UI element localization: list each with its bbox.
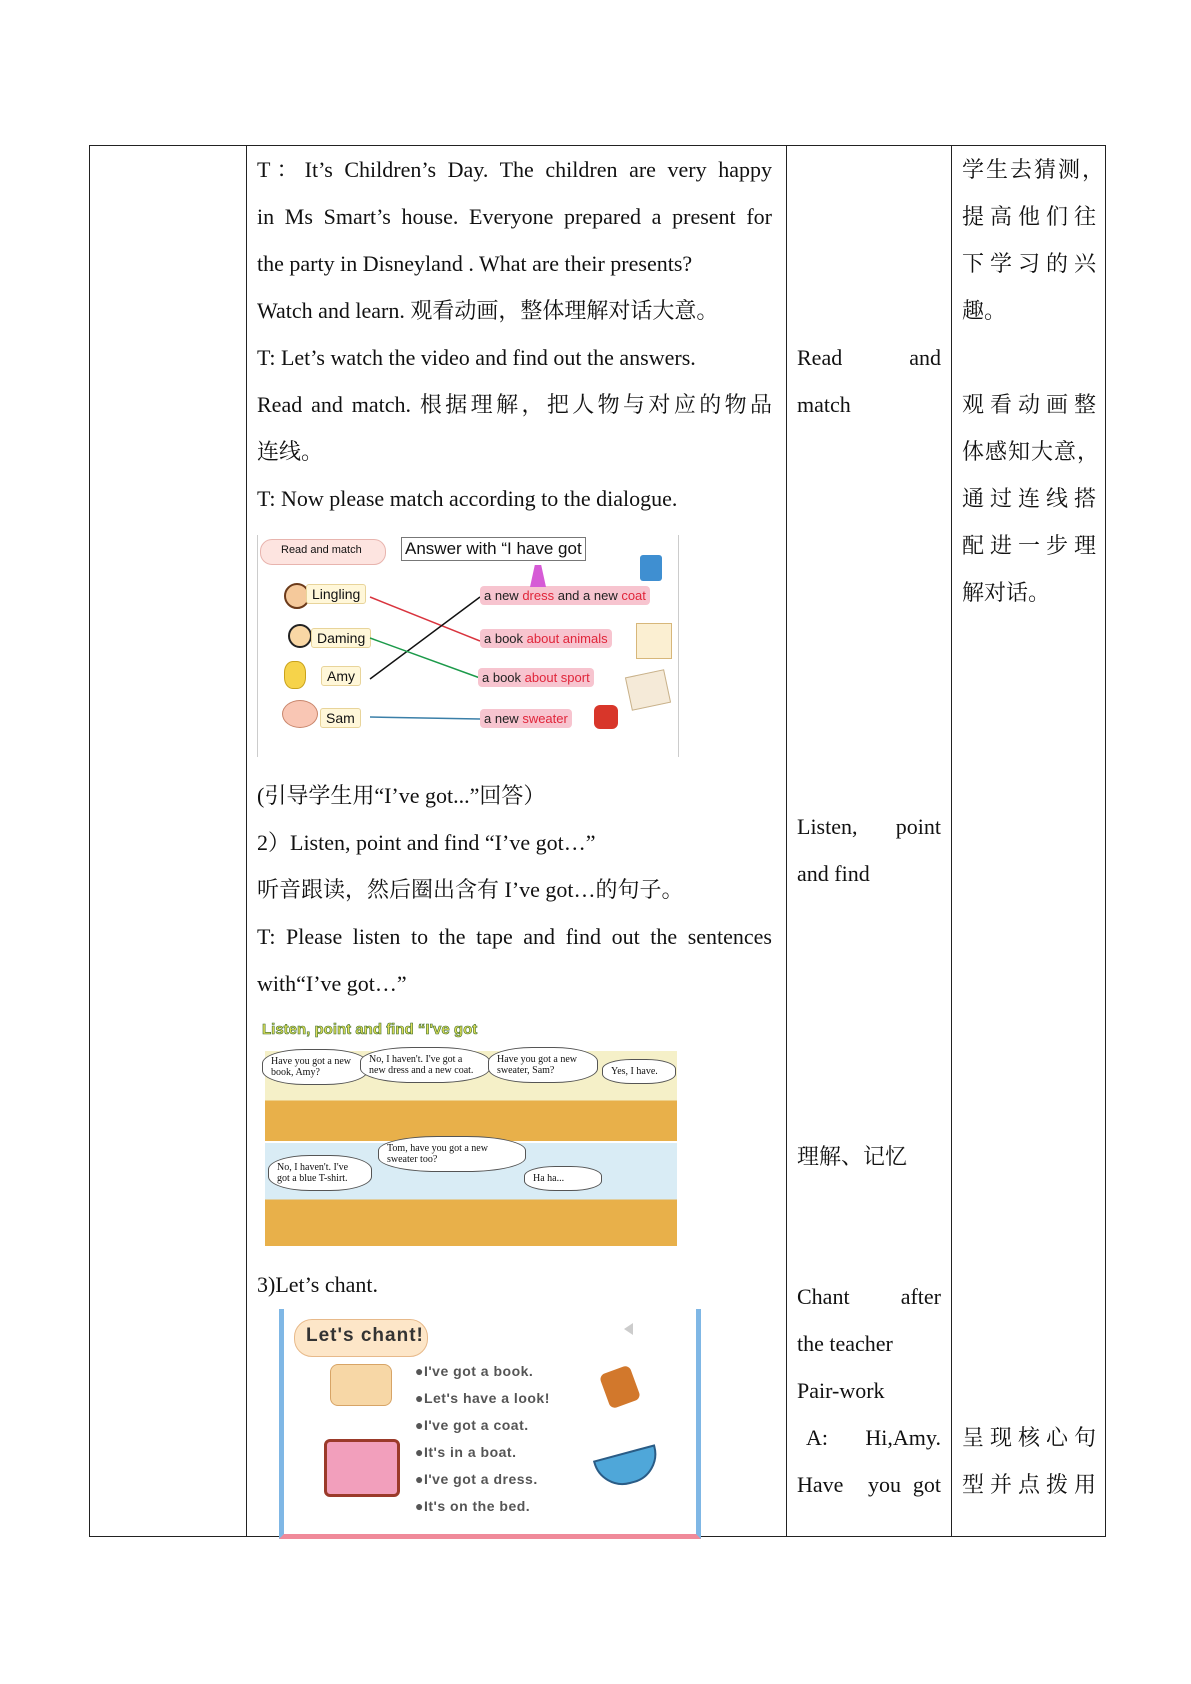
purpose-text: 趣。	[962, 298, 1007, 323]
match-header-right: Answer with “I have got	[401, 537, 586, 561]
chant-line: ●I've got a coat.	[415, 1417, 529, 1433]
item-sweater: a new sweater	[480, 709, 572, 728]
stage-column	[90, 146, 246, 1536]
speech-bubble: Tom, have you got a new sweater too?	[378, 1136, 526, 1172]
speech-bubble: Ha ha...	[524, 1166, 602, 1191]
procedure-line: Read and match. 根据理解，把人物与对应的物品	[257, 392, 772, 417]
procedure-line: T：It’s Children’s Day. The children are very happy	[257, 157, 772, 182]
match-line-lingling	[370, 597, 480, 641]
boat-icon	[593, 1444, 663, 1491]
purpose-text: 通过连线搭	[962, 486, 1103, 511]
purpose-text: 型并点拨用	[962, 1472, 1103, 1497]
activity-text: Read	[797, 345, 843, 370]
activity-text: the teacher	[797, 1331, 893, 1356]
procedure-column	[246, 146, 786, 1536]
chant-heading: 3)Let’s chant.	[257, 1272, 378, 1297]
name-lingling: Lingling	[306, 584, 366, 604]
item-dress-coat: a new dress and a new coat	[480, 586, 650, 605]
purpose-text: 学生去猜测，	[962, 157, 1107, 182]
activity-text: Have	[797, 1472, 844, 1497]
procedure-line: (引导学生用“I’ve got...”回答）	[257, 783, 546, 808]
chant-line: ●It's on the bed.	[415, 1498, 531, 1514]
procedure-line: 2）Listen, point and find “I’ve got…”	[257, 830, 596, 855]
coat-icon	[640, 555, 662, 581]
read-and-match-figure	[257, 535, 679, 757]
speech-bubble: Have you got a new book, Amy?	[262, 1049, 368, 1085]
procedure-line: 连线。	[257, 439, 324, 464]
listen-point-find-figure	[262, 1021, 677, 1246]
item-book-sport: a book about sport	[478, 668, 594, 687]
lesson-table	[89, 145, 1106, 1537]
activity-column	[786, 146, 951, 1536]
speech-bubble: No, I haven't. I've got a new dress and a new coat.	[360, 1047, 490, 1083]
activity-text: Listen,	[797, 814, 858, 839]
activity-text: got	[912, 1472, 941, 1497]
procedure-line: T: Now please match according to the dialogue.	[257, 486, 678, 511]
chant-line: ●I've got a book.	[415, 1363, 534, 1379]
chant-line: ●I've got a dress.	[415, 1471, 538, 1487]
activity-text: Pair-work	[797, 1378, 885, 1403]
item-book-animals: a book about animals	[480, 629, 612, 648]
procedure-line: Watch and learn. 观看动画，整体理解对话大意。	[257, 298, 719, 323]
activity-text: Hi,Amy.	[865, 1425, 941, 1450]
name-amy: Amy	[321, 666, 361, 686]
purpose-text: 呈现核心句	[962, 1425, 1103, 1450]
activity-text: after	[900, 1284, 941, 1309]
match-line-daming	[370, 638, 480, 678]
activity-text: match	[797, 392, 851, 417]
bed-dress-icon	[324, 1439, 400, 1497]
activity-text: 理解、记忆	[797, 1144, 908, 1169]
coat-icon	[599, 1365, 641, 1410]
activity-text: you	[868, 1472, 901, 1497]
speech-bubble: No, I haven't. I've got a blue T-shirt.	[268, 1155, 372, 1191]
purpose-text: 下学习的兴	[962, 251, 1103, 276]
animals-book-icon	[636, 623, 672, 659]
procedure-line: the party in Disneyland . What are their presents?	[257, 251, 693, 276]
listen-figure-title: Listen, point and find “I've got	[262, 1021, 478, 1038]
speech-bubble: Yes, I have.	[602, 1059, 676, 1084]
speech-bubble: Have you got a new sweater, Sam?	[488, 1047, 598, 1083]
speaker-icon	[624, 1323, 633, 1335]
activity-text: A:	[806, 1425, 828, 1450]
chant-line: ●Let's have a look!	[415, 1390, 550, 1406]
purpose-text: 观看动画整	[962, 392, 1103, 417]
procedure-line: 听音跟读，然后圈出含有 I’ve got…的句子。	[257, 877, 684, 902]
match-line-sam	[370, 717, 480, 719]
reading-kids-icon	[330, 1364, 392, 1406]
purpose-column	[951, 146, 1107, 1536]
activity-text: Chant	[797, 1284, 850, 1309]
name-sam: Sam	[320, 708, 361, 728]
match-line-amy	[370, 597, 480, 679]
procedure-line: with“I’ve got…”	[257, 971, 407, 996]
activity-text: and	[909, 345, 941, 370]
activity-text: and find	[797, 861, 870, 886]
chant-title: Let's chant!	[306, 1325, 424, 1346]
sweater-icon	[594, 705, 618, 729]
name-daming: Daming	[311, 628, 371, 648]
purpose-text: 体感知大意，	[962, 439, 1101, 464]
procedure-line: T: Please listen to the tape and find out the sentences	[257, 924, 772, 949]
lets-chant-figure	[279, 1309, 701, 1539]
procedure-line: in Ms Smart’s house. Everyone prepared a present for	[257, 204, 772, 229]
chant-line: ●It's in a boat.	[415, 1444, 517, 1460]
activity-text: point	[895, 814, 941, 839]
procedure-line: T: Let’s watch the video and find out the answers.	[257, 345, 696, 370]
purpose-text: 提高他们往	[962, 204, 1103, 229]
match-header-left: Read and match	[281, 544, 362, 556]
purpose-text: 配进一步理	[962, 533, 1103, 558]
purpose-text: 解对话。	[962, 580, 1051, 605]
